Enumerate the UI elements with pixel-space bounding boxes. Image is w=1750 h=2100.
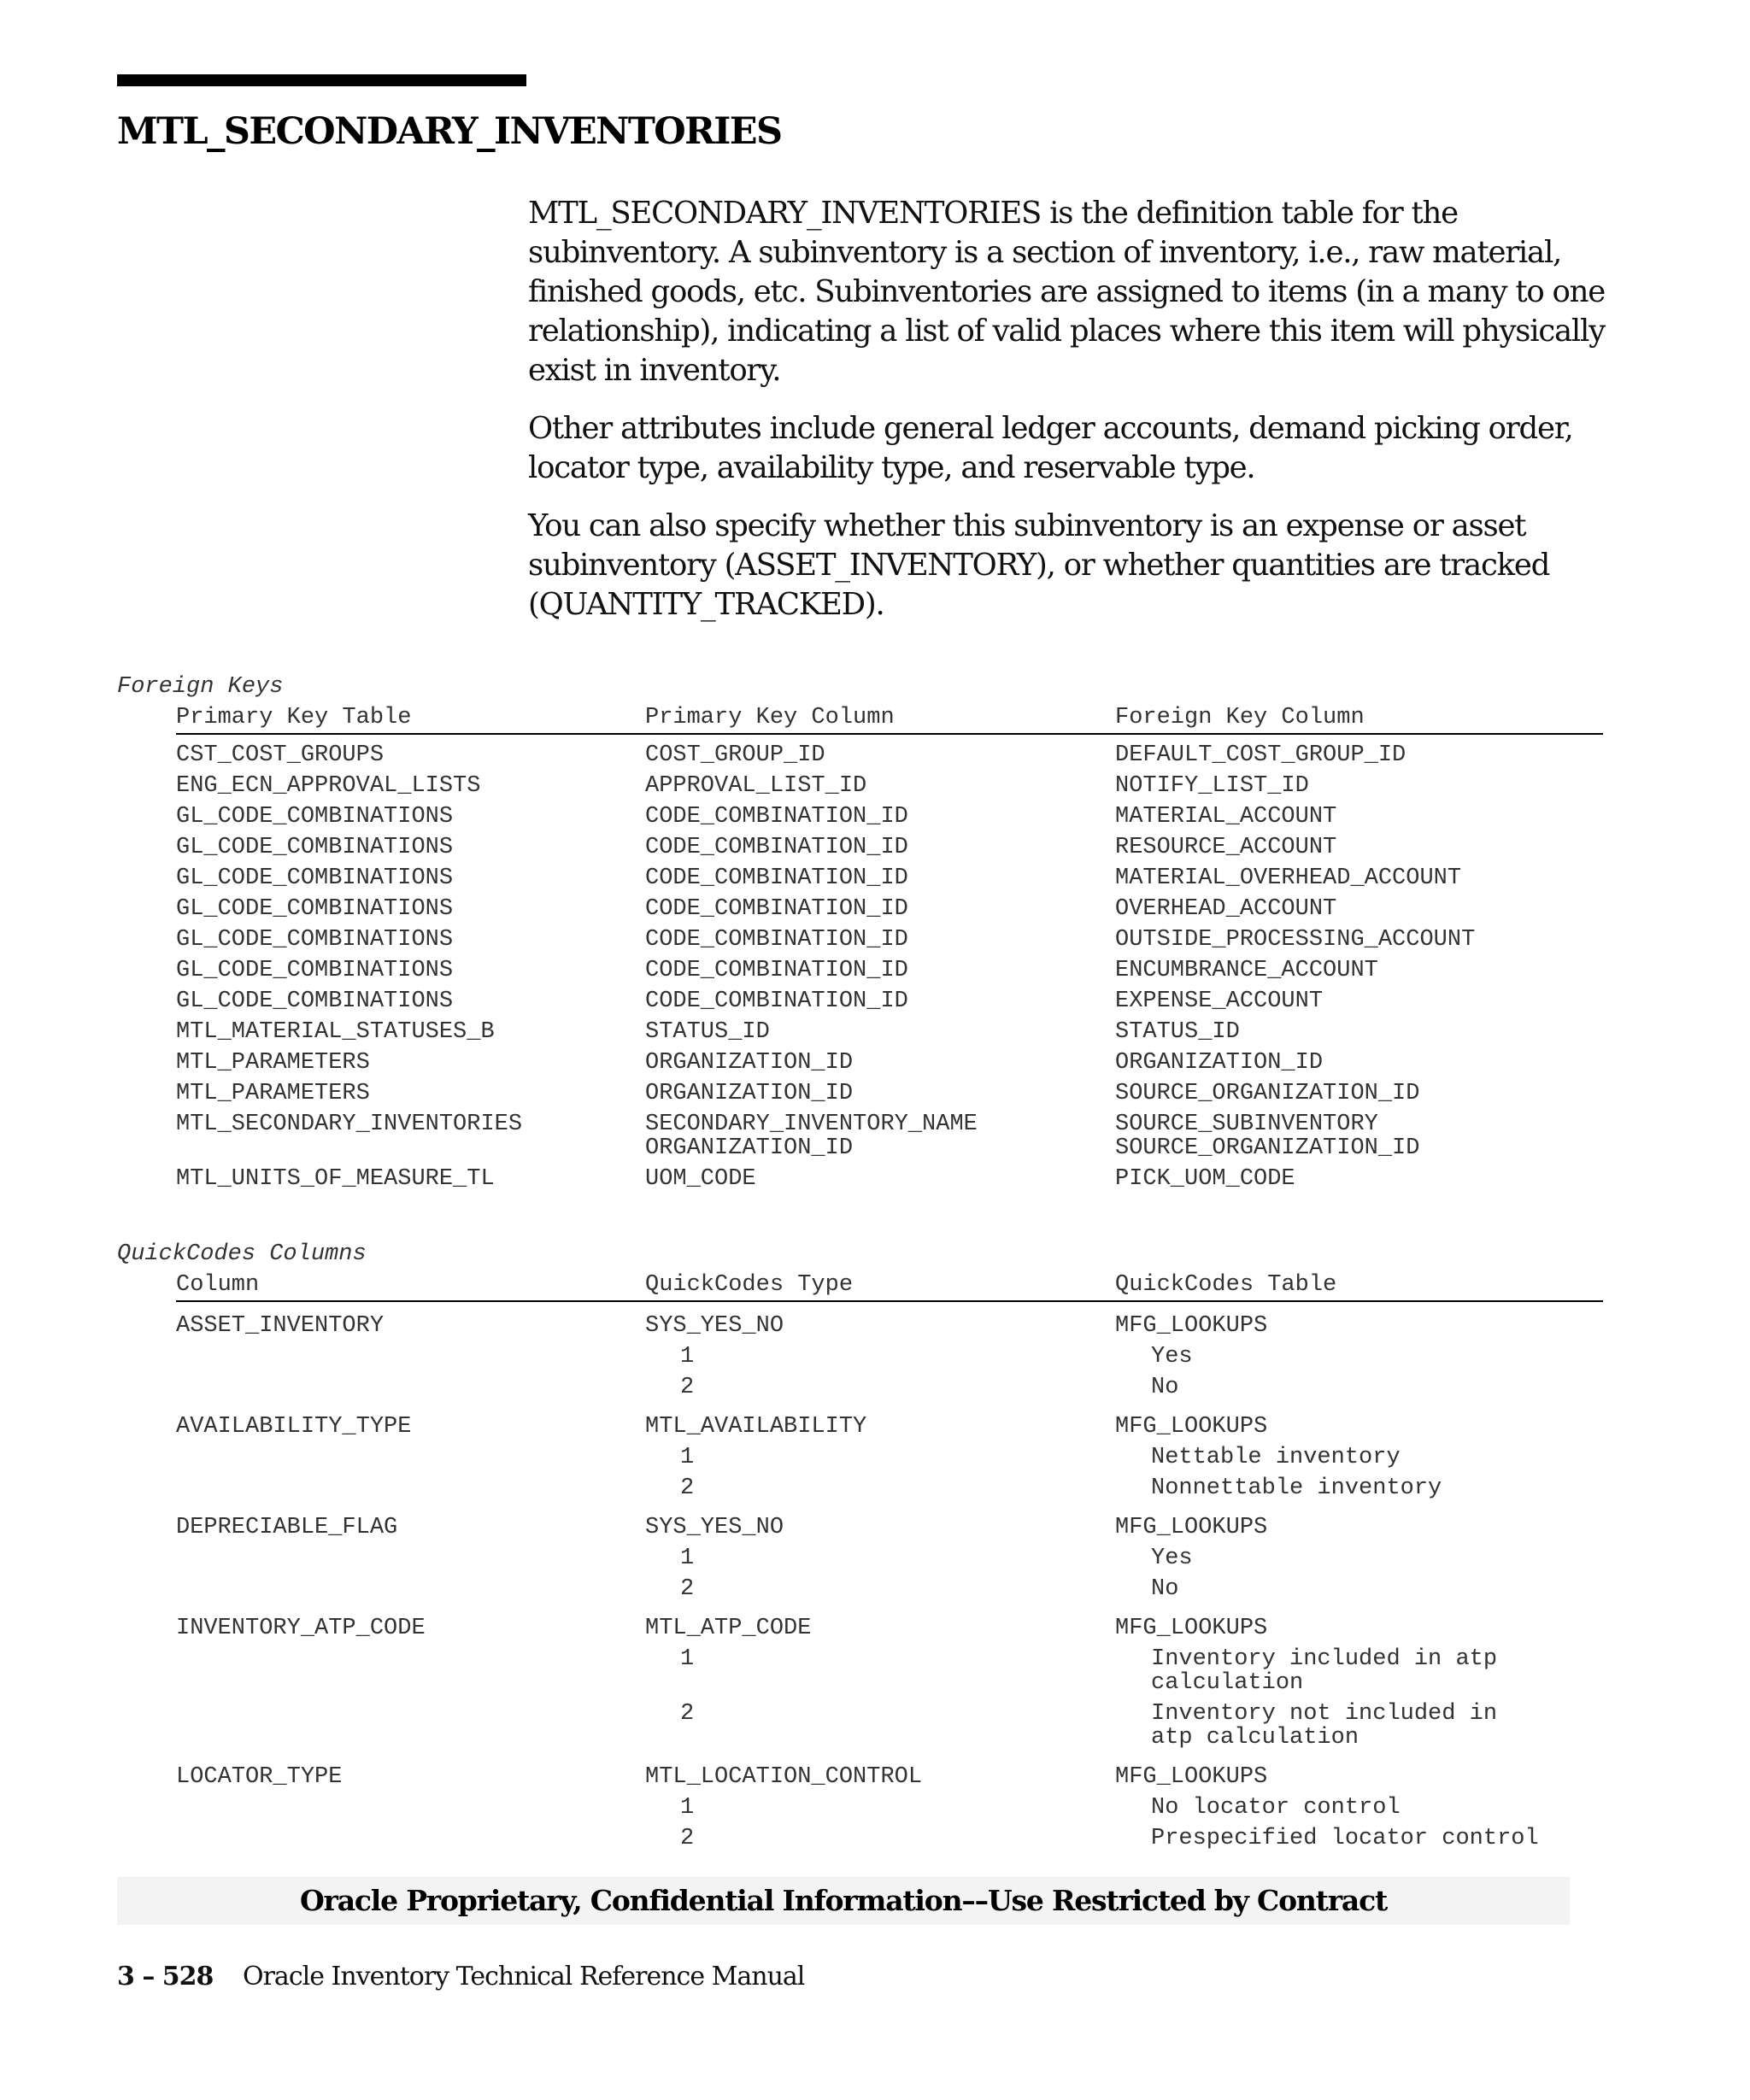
quickcode-table: MFG_LOOKUPS	[1115, 1414, 1268, 1440]
quickcode-value: 2	[680, 1826, 695, 1851]
foreign-keys-table	[176, 702, 1603, 1194]
quickcode-value: 1	[680, 1795, 695, 1821]
quickcodes-label: QuickCodes Columns	[117, 1241, 367, 1267]
table-row	[176, 771, 1603, 801]
table-cell: MTL_PARAMETERS	[176, 1050, 370, 1076]
quickcode-table: MFG_LOOKUPS	[1115, 1515, 1268, 1540]
table-cell: ENCUMBRANCE_ACCOUNT	[1115, 958, 1378, 983]
table-cell: CODE_COMBINATION_ID	[645, 988, 908, 1014]
table-cell: PICK_UOM_CODE	[1115, 1166, 1295, 1192]
quickcode-column: AVAILABILITY_TYPE	[176, 1414, 412, 1440]
foreign-keys-rows	[176, 735, 1603, 1194]
quickcode-meaning: Inventory included in atp calculation	[1151, 1646, 1498, 1696]
table-cell: CODE_COMBINATION_ID	[645, 835, 908, 860]
table-cell: GL_CODE_COMBINATIONS	[176, 865, 454, 891]
table-row	[176, 1109, 1603, 1164]
quickcode-value-row	[176, 1698, 1603, 1753]
table-cell: GL_CODE_COMBINATIONS	[176, 896, 454, 922]
quickcode-value: 1	[680, 1646, 695, 1672]
header-foreign-key-column: Foreign Key Column	[1115, 705, 1365, 730]
table-row	[176, 955, 1603, 986]
quickcode-value-row	[176, 1372, 1603, 1403]
quickcode-table: MFG_LOOKUPS	[1115, 1764, 1268, 1790]
confidentiality-notice: Oracle Proprietary, Confidential Information––Use Restricted by Contract	[299, 1884, 1388, 1917]
table-cell: ENG_ECN_APPROVAL_LISTS	[176, 773, 481, 799]
table-row	[176, 863, 1603, 894]
foreign-keys-header	[176, 702, 1603, 735]
quickcode-row	[176, 1762, 1603, 1792]
quickcode-value-row	[176, 1473, 1603, 1504]
header-quickcodes-type: QuickCodes Type	[645, 1272, 854, 1298]
description-paragraph: MTL_SECONDARY_INVENTORIES is the definition table for the subinventory. A subinventory is a section of inventory, i.e., raw material, finished goods, etc. Subinventories are assigned to items (in a many to one relationship), indicating a list of valid places where this item will physically exist in inventory.	[528, 196, 1605, 388]
table-cell: STATUS_ID	[645, 1019, 770, 1045]
quickcode-value-row	[176, 1574, 1603, 1604]
quickcode-group	[176, 1411, 1603, 1504]
quickcode-row	[176, 1512, 1603, 1543]
quickcode-meaning: Nettable inventory	[1151, 1445, 1401, 1470]
quickcode-value: 1	[680, 1445, 695, 1470]
quickcode-value-row	[176, 1792, 1603, 1823]
table-cell: GL_CODE_COMBINATIONS	[176, 927, 454, 953]
quickcode-type: SYS_YES_NO	[645, 1313, 784, 1339]
table-row	[176, 740, 1603, 771]
quickcode-meaning: Prespecified locator control	[1151, 1826, 1539, 1851]
table-cell: GL_CODE_COMBINATIONS	[176, 988, 454, 1014]
quickcode-group	[176, 1512, 1603, 1604]
table-row	[176, 801, 1603, 832]
page-number: 3 – 528	[117, 1962, 214, 1991]
table-cell: CODE_COMBINATION_ID	[645, 896, 908, 922]
quickcode-value: 2	[680, 1375, 695, 1400]
confidentiality-banner	[117, 1877, 1570, 1925]
table-cell: NOTIFY_LIST_ID	[1115, 773, 1309, 799]
table-cell: MATERIAL_OVERHEAD_ACCOUNT	[1115, 865, 1462, 891]
quickcode-type: MTL_AVAILABILITY	[645, 1414, 867, 1440]
table-cell: SOURCE_SUBINVENTORY SOURCE_ORGANIZATION_ID	[1115, 1112, 1420, 1161]
quickcode-value-row	[176, 1442, 1603, 1473]
quickcode-row	[176, 1411, 1603, 1442]
quickcodes-rows	[176, 1311, 1603, 1854]
quickcode-meaning: Yes	[1151, 1344, 1193, 1370]
description-paragraph: You can also specify whether this subinventory is an expense or asset subinventory (ASSET_INVENTORY), or whether quantities are tracked (QUANTITY_TRACKED).	[528, 508, 1550, 622]
table-cell: GL_CODE_COMBINATIONS	[176, 804, 454, 830]
table-cell: SOURCE_ORGANIZATION_ID	[1115, 1081, 1420, 1106]
table-cell: ORGANIZATION_ID	[645, 1050, 854, 1076]
table-cell: MTL_MATERIAL_STATUSES_B	[176, 1019, 495, 1045]
table-cell: CST_COST_GROUPS	[176, 742, 385, 768]
quickcode-meaning: Inventory not included in atp calculation	[1151, 1701, 1498, 1751]
quickcode-value: 2	[680, 1576, 695, 1602]
table-cell: MATERIAL_ACCOUNT	[1115, 804, 1337, 830]
quickcode-row	[176, 1311, 1603, 1341]
table-cell: RESOURCE_ACCOUNT	[1115, 835, 1337, 860]
table-cell: CODE_COMBINATION_ID	[645, 865, 908, 891]
table-cell: EXPENSE_ACCOUNT	[1115, 988, 1324, 1014]
quickcodes-header	[176, 1270, 1603, 1302]
table-cell: GL_CODE_COMBINATIONS	[176, 835, 454, 860]
table-cell: MTL_UNITS_OF_MEASURE_TL	[176, 1166, 495, 1192]
table-cell: OUTSIDE_PROCESSING_ACCOUNT	[1115, 927, 1476, 953]
table-row	[176, 1047, 1603, 1078]
quickcode-type: MTL_ATP_CODE	[645, 1616, 812, 1641]
quickcode-value: 2	[680, 1475, 695, 1501]
quickcode-meaning: No locator control	[1151, 1795, 1401, 1821]
header-primary-key-column: Primary Key Column	[645, 705, 895, 730]
quickcode-row	[176, 1613, 1603, 1644]
table-cell: UOM_CODE	[645, 1166, 756, 1192]
quickcode-type: SYS_YES_NO	[645, 1515, 784, 1540]
description-paragraph: Other attributes include general ledger accounts, demand picking order, locator type, availability type, and reservable type.	[528, 411, 1573, 485]
table-row	[176, 1017, 1603, 1047]
quickcode-column: LOCATOR_TYPE	[176, 1764, 343, 1790]
table-row	[176, 832, 1603, 863]
top-rule	[117, 74, 526, 86]
quickcode-group	[176, 1613, 1603, 1753]
table-cell: CODE_COMBINATION_ID	[645, 804, 908, 830]
header-quickcodes-table: QuickCodes Table	[1115, 1272, 1337, 1298]
quickcode-value: 1	[680, 1344, 695, 1370]
quickcode-meaning: Yes	[1151, 1546, 1193, 1571]
foreign-keys-label: Foreign Keys	[117, 674, 284, 700]
quickcode-value-row	[176, 1823, 1603, 1854]
table-cell: OVERHEAD_ACCOUNT	[1115, 896, 1337, 922]
table-cell: STATUS_ID	[1115, 1019, 1240, 1045]
table-cell: ORGANIZATION_ID	[645, 1081, 854, 1106]
table-cell: MTL_PARAMETERS	[176, 1081, 370, 1106]
header-primary-key-table: Primary Key Table	[176, 705, 412, 730]
table-row	[176, 986, 1603, 1017]
table-row	[176, 1164, 1603, 1194]
table-cell: COST_GROUP_ID	[645, 742, 825, 768]
quickcode-value-row	[176, 1341, 1603, 1372]
quickcode-column: ASSET_INVENTORY	[176, 1313, 385, 1339]
table-cell: MTL_SECONDARY_INVENTORIES	[176, 1112, 523, 1137]
quickcode-column: INVENTORY_ATP_CODE	[176, 1616, 426, 1641]
quickcode-value-row	[176, 1543, 1603, 1574]
table-cell: CODE_COMBINATION_ID	[645, 927, 908, 953]
quickcode-group	[176, 1311, 1603, 1403]
quickcode-meaning: No	[1151, 1375, 1179, 1400]
table-row	[176, 894, 1603, 924]
quickcode-group	[176, 1762, 1603, 1854]
table-cell: ORGANIZATION_ID	[1115, 1050, 1324, 1076]
quickcode-table: MFG_LOOKUPS	[1115, 1616, 1268, 1641]
quickcode-column: DEPRECIABLE_FLAG	[176, 1515, 398, 1540]
quickcodes-table	[176, 1270, 1603, 1854]
manual-title: Oracle Inventory Technical Reference Manual	[243, 1962, 805, 1991]
table-cell: DEFAULT_COST_GROUP_ID	[1115, 742, 1406, 768]
table-cell: SECONDARY_INVENTORY_NAME ORGANIZATION_ID	[645, 1112, 978, 1161]
page-title: MTL_SECONDARY_INVENTORIES	[117, 110, 782, 153]
table-cell: APPROVAL_LIST_ID	[645, 773, 867, 799]
table-cell: GL_CODE_COMBINATIONS	[176, 958, 454, 983]
quickcode-meaning: No	[1151, 1576, 1179, 1602]
quickcode-value: 2	[680, 1701, 695, 1727]
quickcode-value: 1	[680, 1546, 695, 1571]
table-row	[176, 924, 1603, 955]
quickcode-value-row	[176, 1644, 1603, 1698]
table-description	[528, 194, 1639, 643]
quickcode-table: MFG_LOOKUPS	[1115, 1313, 1268, 1339]
quickcode-meaning: Nonnettable inventory	[1151, 1475, 1442, 1501]
header-column: Column	[176, 1272, 260, 1298]
table-cell: CODE_COMBINATION_ID	[645, 958, 908, 983]
table-row	[176, 1078, 1603, 1109]
quickcode-type: MTL_LOCATION_CONTROL	[645, 1764, 923, 1790]
